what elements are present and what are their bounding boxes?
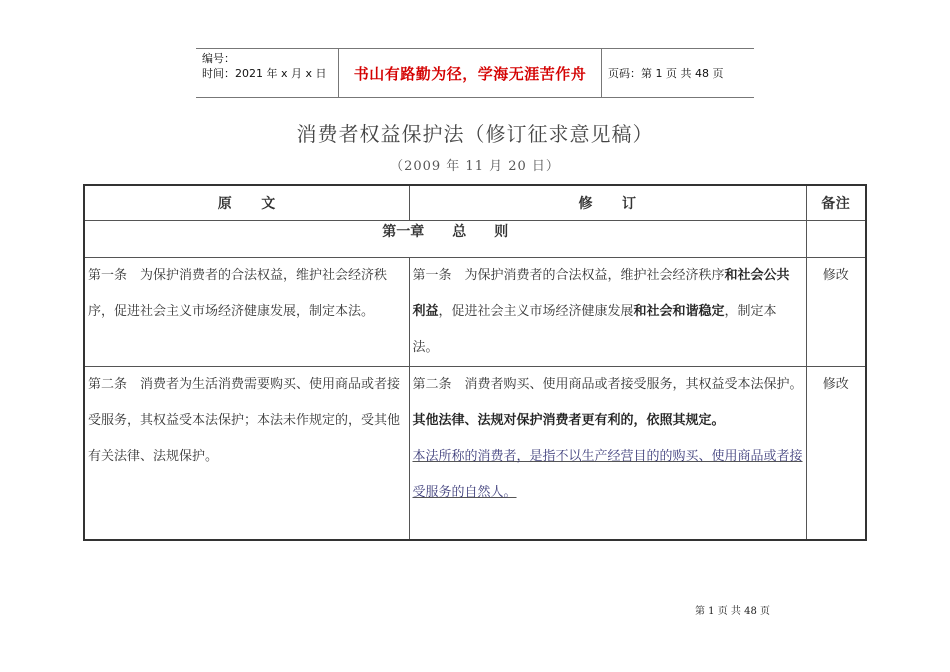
column-header-original: 原 文 — [84, 185, 409, 221]
revised-text: ，促进社会主义市场经济健康发展 — [438, 304, 634, 319]
revised-text: 第二条 消费者购买、使用商品或者接受服务，其权益受本法保护。 — [412, 377, 803, 392]
article-1-revised — [409, 258, 806, 367]
article-2-original: 第二条 消费者为生活消费需要购买、使用商品或者接受服务，其权益受本法保护；本法未作规定的，受其他有关法律、法规保护。 — [84, 367, 409, 541]
comparison-table — [83, 184, 867, 541]
chapter-row — [84, 221, 866, 258]
motto: 书山有路勤为径，学海无涯苦作舟 — [338, 49, 602, 97]
article-1-note: 修改 — [806, 258, 866, 367]
revised-added-text: 其他法律、法规对保护消费者更有利的，依照其规定。 — [412, 413, 725, 428]
number-label: 编号： — [202, 52, 235, 65]
article-1-original: 第一条 为保护消费者的合法权益，维护社会经济秩序，促进社会主义市场经济健康发展，制定本法。 — [84, 258, 409, 367]
revised-text: ，制定本法。 — [412, 304, 777, 355]
page-info: 页码：第 1 页 共 48 页 — [608, 67, 724, 80]
revised-added-text: 和社会和谐稳定 — [633, 304, 725, 319]
chapter-title: 第一章 总 则 — [84, 221, 806, 258]
column-header-revised: 修 订 — [409, 185, 806, 221]
table-row — [84, 367, 866, 541]
article-2-revised — [409, 367, 806, 541]
time-label: 时间：2021 年 x 月 x 日 — [202, 67, 327, 80]
document-header — [196, 48, 754, 98]
document-date: （2009 年 11 月 20 日） — [390, 159, 560, 174]
revised-inserted-paragraph: 本法所称的消费者，是指不以生产经营目的的购买、使用商品或者接受服务的自然人。 — [412, 449, 803, 500]
page-footer: 第 1 页 共 48 页 — [695, 606, 770, 617]
article-2-note: 修改 — [806, 367, 866, 541]
revised-added-text: 和社会公共利益 — [412, 268, 790, 319]
header-meta — [202, 51, 327, 81]
column-header-note: 备注 — [806, 185, 866, 221]
chapter-note-cell — [806, 221, 866, 258]
document-title: 消费者权益保护法（修订征求意见稿） — [296, 122, 654, 146]
table-row — [84, 258, 866, 367]
revised-text: 第一条 为保护消费者的合法权益，维护社会经济秩序 — [412, 268, 725, 283]
table-header-row — [84, 185, 866, 221]
